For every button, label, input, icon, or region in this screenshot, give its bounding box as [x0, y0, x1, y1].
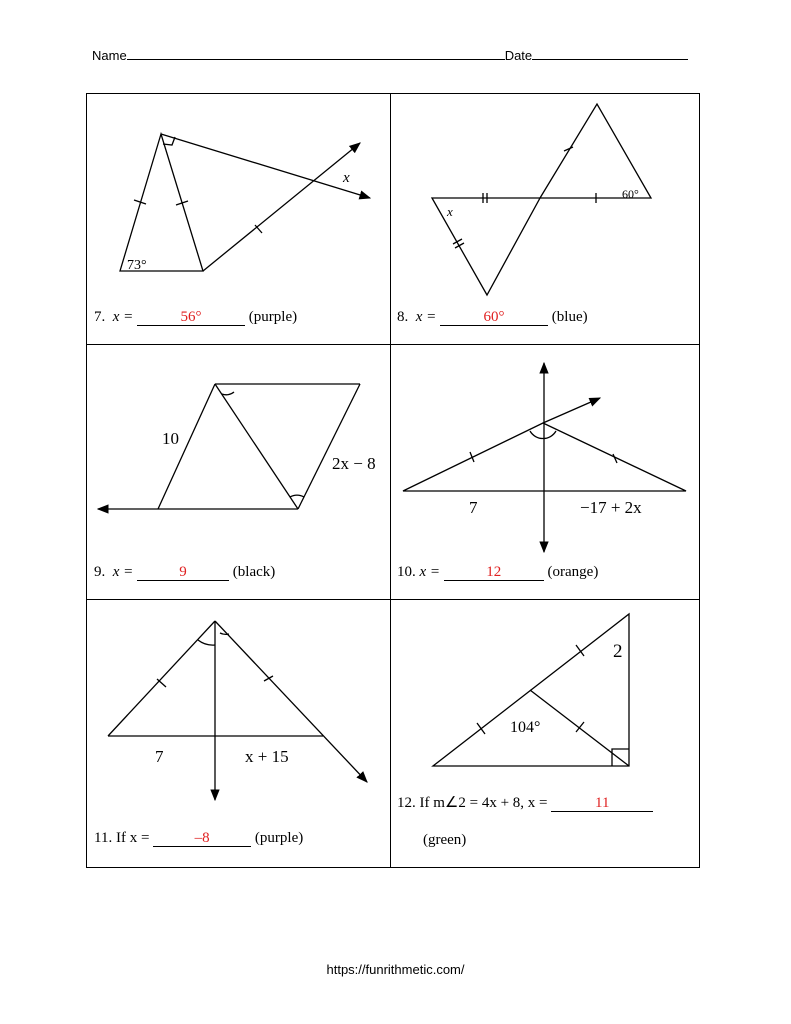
answer-blank[interactable]: 11: [551, 796, 653, 812]
problem-number: 8.: [397, 309, 409, 325]
fig11-seg-right: x + 15: [245, 747, 289, 766]
fig9-angle-arc: [290, 495, 304, 497]
problem-10-answer-line: [397, 564, 598, 581]
problem-8-answer-line: [397, 309, 588, 326]
fig9-side-right: 2x − 8: [332, 454, 376, 473]
problem-9-answer-line: [94, 564, 275, 581]
fig12-angle2-label: 2: [613, 641, 623, 662]
fig11-seg-left: 7: [155, 747, 164, 766]
answer-blank[interactable]: –8: [153, 831, 251, 847]
fig8-upper-triangle: [540, 104, 651, 198]
problem-prompt: If x =: [115, 830, 150, 846]
problem-11-answer-line: [94, 830, 303, 847]
problem-number: 9.: [94, 564, 106, 580]
figure-12: [433, 614, 629, 766]
fig7-ray-right: [161, 134, 370, 198]
answer-blank[interactable]: 12: [444, 565, 544, 581]
color-label: (green): [423, 832, 467, 848]
color-label: (purple): [248, 309, 298, 325]
answer-blank[interactable]: 9: [137, 565, 229, 581]
fig8-angle-label: 60°: [622, 187, 639, 201]
fig10-angle-arc: [530, 431, 556, 439]
fig7-angle-label: 73°: [127, 258, 147, 273]
problem-number: 12.: [397, 795, 416, 811]
figure-11: [108, 621, 367, 800]
fig9-side-left: 10: [162, 429, 179, 448]
figure-10: [403, 363, 686, 552]
fig11-angle-arc: [220, 633, 229, 634]
problem-prompt: If m∠2 = 4x + 8, x =: [419, 795, 548, 811]
name-label: Name: [92, 48, 127, 63]
answer-blank[interactable]: 56°: [137, 310, 245, 326]
problem-12-answer-line: [397, 793, 653, 812]
problem-number: 7.: [94, 309, 106, 325]
figure-7: [120, 134, 370, 271]
figure-9: [98, 384, 360, 509]
footer-url[interactable]: https://funrithmetic.com/: [326, 962, 465, 977]
problem-prompt: x =: [419, 564, 441, 580]
color-label: (orange): [547, 564, 599, 580]
fig10-seg-right: −17 + 2x: [580, 498, 642, 517]
problem-12-color-line: [423, 832, 466, 849]
color-label: (black): [232, 564, 276, 580]
fig7-x-label: x: [343, 170, 350, 186]
answer-blank[interactable]: 60°: [440, 310, 548, 326]
fig7-ray-up: [203, 143, 360, 271]
fig7-isosceles-triangle: [120, 134, 203, 271]
problem-prompt: x =: [112, 309, 134, 325]
problem-number: 11.: [94, 830, 113, 846]
fig12-angle-label: 104°: [510, 719, 541, 736]
figure-8: [432, 104, 651, 295]
problem-prompt: x =: [415, 309, 437, 325]
fig11-angle-arc: [198, 640, 215, 645]
fig8-x-label: x: [447, 204, 453, 219]
color-label: (blue): [551, 309, 588, 325]
problem-prompt: x =: [112, 564, 134, 580]
fig9-angle-arc: [222, 392, 234, 395]
problem-7-answer-line: [94, 309, 297, 326]
fig10-seg-left: 7: [469, 498, 478, 517]
problem-number: 10.: [397, 564, 416, 580]
color-label: (purple): [254, 830, 304, 846]
date-label: Date: [504, 48, 533, 63]
